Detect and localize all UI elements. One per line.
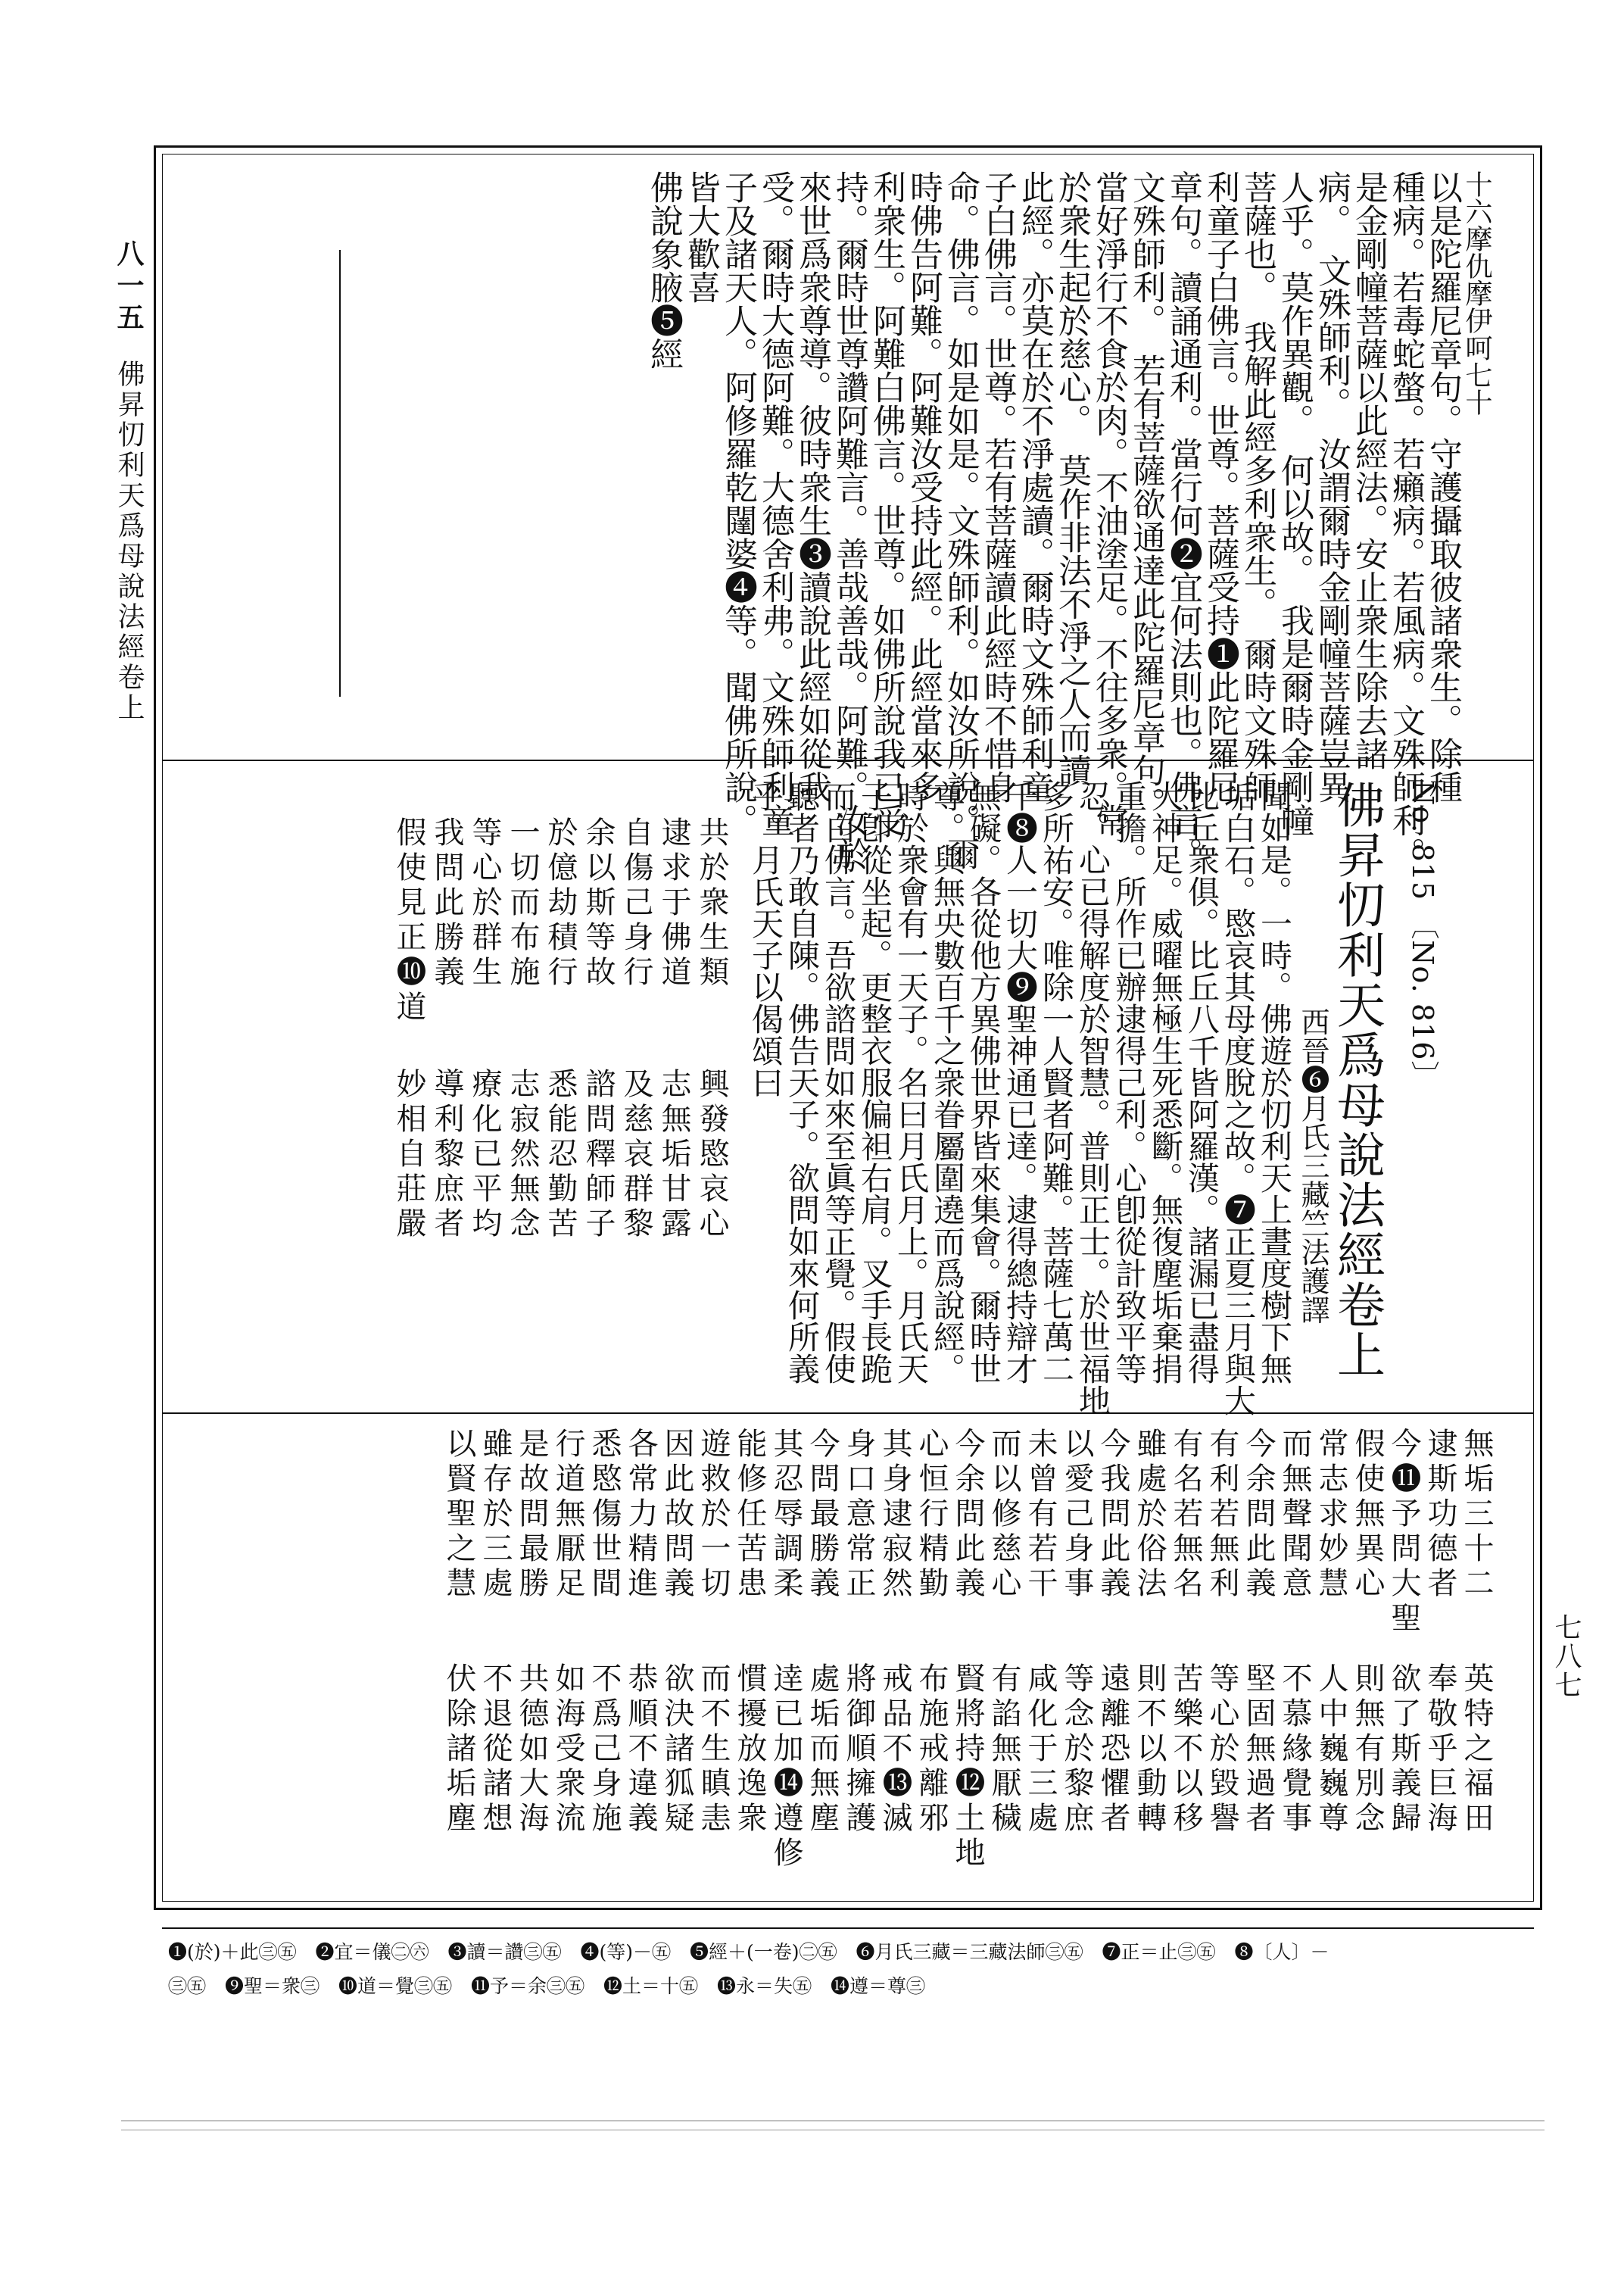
verse-line-upper: 今問最勝義 — [805, 1428, 840, 1602]
verse-line-upper: 雖處於俗法 — [1132, 1428, 1167, 1602]
text-column: 來世爲衆尊導。彼時衆生❸讀說此經如從我 — [793, 170, 831, 804]
end-of-sutra-rule — [339, 250, 341, 697]
verse-line-lower: 堅固無過者 — [1241, 1662, 1276, 1837]
verse-line-upper: 未曾有若干 — [1023, 1428, 1058, 1602]
verse-line-lower: 悉能忍勤苦 — [543, 1068, 578, 1242]
text-column: 當好淨行不食於肉。不油塗足。不往多衆。常 — [1089, 170, 1128, 837]
verse-line-lower: 苦樂不以移 — [1168, 1662, 1203, 1837]
dharani-column: 十六摩仇摩伊呵七十 — [1461, 170, 1492, 416]
verse-line-lower: 志寂然無念 — [505, 1068, 540, 1242]
text-column: 子及諸天人。阿修羅乾闥婆❹等。聞佛所說。 — [718, 170, 757, 837]
verse-line-upper: 身口意常正 — [841, 1428, 876, 1602]
verse-line-upper: 自傷己身行 — [619, 816, 653, 991]
verse-line-upper: 而無聲聞意 — [1277, 1428, 1312, 1602]
verse-line-lower: 療化已平均 — [467, 1068, 502, 1242]
verse-line-upper: 我問此勝義 — [429, 816, 464, 991]
text-column: 命。佛言。如是如是。文殊師利。如汝所說。爾 — [941, 170, 980, 870]
verse-line-upper: 遊救於一切 — [696, 1428, 731, 1602]
verse-line-lower: 奉敬乎巨海 — [1423, 1662, 1457, 1837]
verse-line-lower: 則不以動轉 — [1132, 1662, 1167, 1837]
verse-line-upper: 今余問此義 — [950, 1428, 985, 1602]
verse-line-upper: 今我問此義 — [1096, 1428, 1130, 1602]
verse-line-lower: 處垢而無塵 — [805, 1662, 840, 1837]
text-column: 利衆生。阿難白佛言。世尊。如佛所說我已受 — [867, 170, 906, 837]
text-column: 乎。月氏天子以偈頌曰 — [747, 780, 784, 1098]
left-running-title: 佛昇忉利天爲母說法經卷上 — [114, 360, 145, 723]
verse-line-lower: 等心於毀譽 — [1205, 1662, 1239, 1837]
verse-line-upper: 其身逮寂然 — [877, 1428, 912, 1602]
verse-line-lower: 諮問釋師子 — [581, 1068, 616, 1242]
verse-line-upper: 是故問最勝 — [514, 1428, 549, 1602]
verse-line-upper: 有利若無利 — [1205, 1428, 1239, 1602]
verse-line-upper: 逮求于佛道 — [656, 816, 691, 991]
verse-line-upper: 今余問此義 — [1241, 1428, 1276, 1602]
text-column: 而白佛言。吾欲諮問如來至眞等正覺。假使 — [820, 780, 857, 1384]
verse-line-lower: 妙相自莊嚴 — [391, 1068, 426, 1242]
verse-line-lower: 不爲己身施 — [587, 1662, 622, 1837]
verse-line-lower: 興發愍哀心 — [694, 1068, 729, 1242]
text-column: 利童子白佛言。世尊。菩薩受持❶此陀羅尼 — [1201, 170, 1239, 804]
verse-line-upper: 今⓫予問大聖 — [1386, 1428, 1421, 1637]
text-column: 持。爾時世尊讚阿難言。善哉善哉。阿難。汝於 — [830, 170, 868, 870]
verse-line-upper: 共於衆生類 — [694, 816, 729, 991]
verse-line-lower: 導利黎庶者 — [429, 1068, 464, 1242]
verse-line-upper: 等心於群生 — [467, 816, 502, 991]
verse-line-upper: 假使見正❿道 — [391, 816, 426, 1025]
verse-line-upper: 心恒行精勤 — [914, 1428, 949, 1602]
verse-line-lower: 將御順擁護 — [841, 1662, 876, 1837]
verse-line-lower: 有諂無厭穢 — [987, 1662, 1021, 1837]
verse-line-upper: 各常力精進 — [623, 1428, 658, 1602]
collation-notes-line: ㊂㊄ ❾聖＝衆㊂ ❿道＝覺㊂㊄ ⓫予＝余㊂㊄ ⓬土＝十㊄ ⓭永＝失㊄ ⓮遵＝尊㊂ — [168, 1975, 926, 1997]
verse-line-upper: 無垢三十二 — [1459, 1428, 1494, 1602]
verse-line-lower: 而不生瞋恚 — [696, 1662, 731, 1837]
text-column: 聽者乃敢自陳。佛告天子。欲問如來何所義 — [784, 780, 821, 1384]
verse-line-lower: 人中巍巍尊 — [1314, 1662, 1348, 1837]
verse-line-upper: 有名若無名 — [1168, 1428, 1203, 1602]
verse-line-lower: 如海受衆流 — [550, 1662, 585, 1837]
text-column: 種病。若毒蛇螫。若癩病。若風病。文殊師利。 — [1386, 170, 1425, 870]
verse-line-upper: 以愛己身事 — [1059, 1428, 1094, 1602]
verse-line-lower: 恭順不違義 — [623, 1662, 658, 1837]
collation-notes-line: ❶(於)＋此㊂㊄ ❷宜＝儀㊁㊅ ❸讀＝讚㊂㊄ ❹(等)－㊄ ❺經＋(一卷)㊁㊄ ❻月氏三藏＝三藏法師㊂㊄ ❼正＝止㊂㊄ ❽〔人〕－ — [168, 1941, 1329, 1963]
verse-line-lower: 慣擾放逸衆 — [732, 1662, 767, 1837]
text-column: 此經。亦莫在於不淨處讀。爾時文殊師利童 — [1015, 170, 1054, 804]
verse-line-upper: 余以斯等故 — [581, 816, 616, 991]
left-page-number: 八一五 — [113, 239, 145, 335]
text-column: 比丘衆俱。比丘八千皆阿羅漢。諸漏已盡得 — [1183, 780, 1220, 1384]
verse-line-lower: 伏除諸垢塵 — [441, 1662, 476, 1837]
right-page-number: 七八七 — [1551, 1613, 1582, 1699]
verse-line-upper: 一切而布施 — [505, 816, 540, 991]
translator-line: 西晉❻月氏三藏竺法護譯 — [1296, 1007, 1329, 1324]
text-column: 以是陀羅尼章句。守護攝取彼諸衆生。除種 — [1423, 170, 1462, 804]
text-column: 菩薩也。 我解此經多利衆生。 爾時文殊師 — [1238, 170, 1276, 804]
verse-line-lower: 布施戒離邪 — [914, 1662, 949, 1837]
text-column: 子白佛言。世尊。若有菩薩讀此經時不惜身 — [978, 170, 1017, 804]
verse-line-upper: 以賢聖之慧 — [441, 1428, 476, 1602]
verse-line-upper: 逮斯功德者 — [1423, 1428, 1457, 1602]
text-column: 重擔。所作已辦逮得己利。心卽從計致平等 — [1111, 780, 1148, 1384]
verse-line-upper: 常志求妙慧 — [1314, 1428, 1348, 1602]
verse-line-lower: 逹已加⓮遵修 — [768, 1662, 803, 1871]
notes-divider — [162, 1927, 1534, 1929]
verse-line-lower: 共德如大海 — [514, 1662, 549, 1837]
text-column: 人乎。莫作異觀。 何以故。 我是爾時金剛幢 — [1275, 170, 1314, 837]
verse-line-upper: 行道無厭足 — [550, 1428, 585, 1602]
verse-line-lower: 等念於黎庶 — [1059, 1662, 1094, 1837]
text-column: 是金剛幢菩薩以此經法。安止衆生除去諸 — [1349, 170, 1388, 770]
verse-line-upper: 能修任苦患 — [732, 1428, 767, 1602]
sutra-title: 佛昇忉利天爲母說法經卷上 — [1329, 780, 1385, 1380]
verse-line-upper: 於億劫積行 — [543, 816, 578, 991]
text-column: 文殊師利。 若有菩薩欲通達此陀羅尼章句。 — [1127, 170, 1165, 820]
verse-line-lower: 欲決諸狐疑 — [659, 1662, 694, 1837]
text-column: 大神足。威曜無極生死悉斷。無復塵垢棄捐 — [1147, 780, 1184, 1384]
text-column: 時佛告阿難。阿難汝受持此經。此經當來多 — [904, 170, 943, 804]
sutra-end-title: 佛說象腋❺經 — [644, 170, 683, 370]
text-column: 於衆生起於慈心。 莫作非法不淨之人而讀 — [1052, 170, 1091, 787]
verse-line-lower: 不退從諸想 — [478, 1662, 513, 1837]
verse-line-lower: 不慕緣覺事 — [1277, 1662, 1312, 1837]
verse-line-upper: 假使無異心 — [1350, 1428, 1385, 1602]
text-column: 皆大歡喜 — [681, 170, 720, 304]
sutra-number-label: No. 815 〔No. 816〕 — [1406, 780, 1439, 1091]
verse-line-lower: 欲了斯義歸 — [1386, 1662, 1421, 1837]
text-column: 千❽人一切大❾聖神通已達。逮得總持辯才 — [1002, 780, 1039, 1384]
verse-line-lower: 遠離恐懼者 — [1096, 1662, 1130, 1837]
verse-line-lower: 賢將持⓬土地 — [950, 1662, 985, 1871]
text-column: 受。爾時大德阿難。大德舍利弗。文殊師利童 — [756, 170, 794, 837]
verse-line-upper: 其忍辱調柔 — [768, 1428, 803, 1602]
text-column: 多所祐安。唯除一人賢者阿難。菩薩七萬二 — [1038, 780, 1075, 1384]
text-column: 忍。心已得解度於智慧。普則正士。於世福地 — [1074, 780, 1111, 1416]
verse-line-upper: 悉愍傷世間 — [587, 1428, 622, 1602]
verse-line-lower: 及慈哀群黎 — [619, 1068, 653, 1242]
text-column: 尊。與無央數百千之衆眷屬圍遶而爲說經。 — [929, 780, 966, 1384]
verse-line-upper: 因此故問義 — [659, 1428, 694, 1602]
text-column: 章句。讀誦通利。當行何❷宜何法則也。佛言。 — [1164, 170, 1202, 870]
text-column: 聞如是。一時。佛遊於忉利天上晝度樹下無 — [1256, 780, 1293, 1384]
text-column: 垢白石。愍哀其母度脫之故。❼正夏三月與大 — [1220, 780, 1257, 1416]
verse-line-lower: 戒品不⓭滅 — [877, 1662, 912, 1837]
verse-line-upper: 雖存於三處 — [478, 1428, 513, 1602]
text-column: 子卽從坐起。更整衣服偏袒右肩。叉手長跪 — [856, 780, 893, 1384]
verse-line-lower: 咸化于三處 — [1023, 1662, 1058, 1837]
text-column: 病。 文殊師利。 汝謂爾時金剛幢菩薩豈異 — [1312, 170, 1351, 804]
text-column: 時於衆會有一天子。名曰月氏月上。月氏天 — [893, 780, 930, 1384]
section-divider-lower — [162, 1412, 1534, 1414]
verse-line-upper: 而以修慈心 — [987, 1428, 1021, 1602]
verse-line-lower: 英特之福田 — [1459, 1662, 1494, 1837]
verse-line-lower: 則無有別念 — [1350, 1662, 1385, 1837]
verse-line-lower: 志無垢甘露 — [656, 1068, 691, 1242]
text-column: 無礙。各從他方異佛世界皆來集會。爾時世 — [965, 780, 1002, 1384]
